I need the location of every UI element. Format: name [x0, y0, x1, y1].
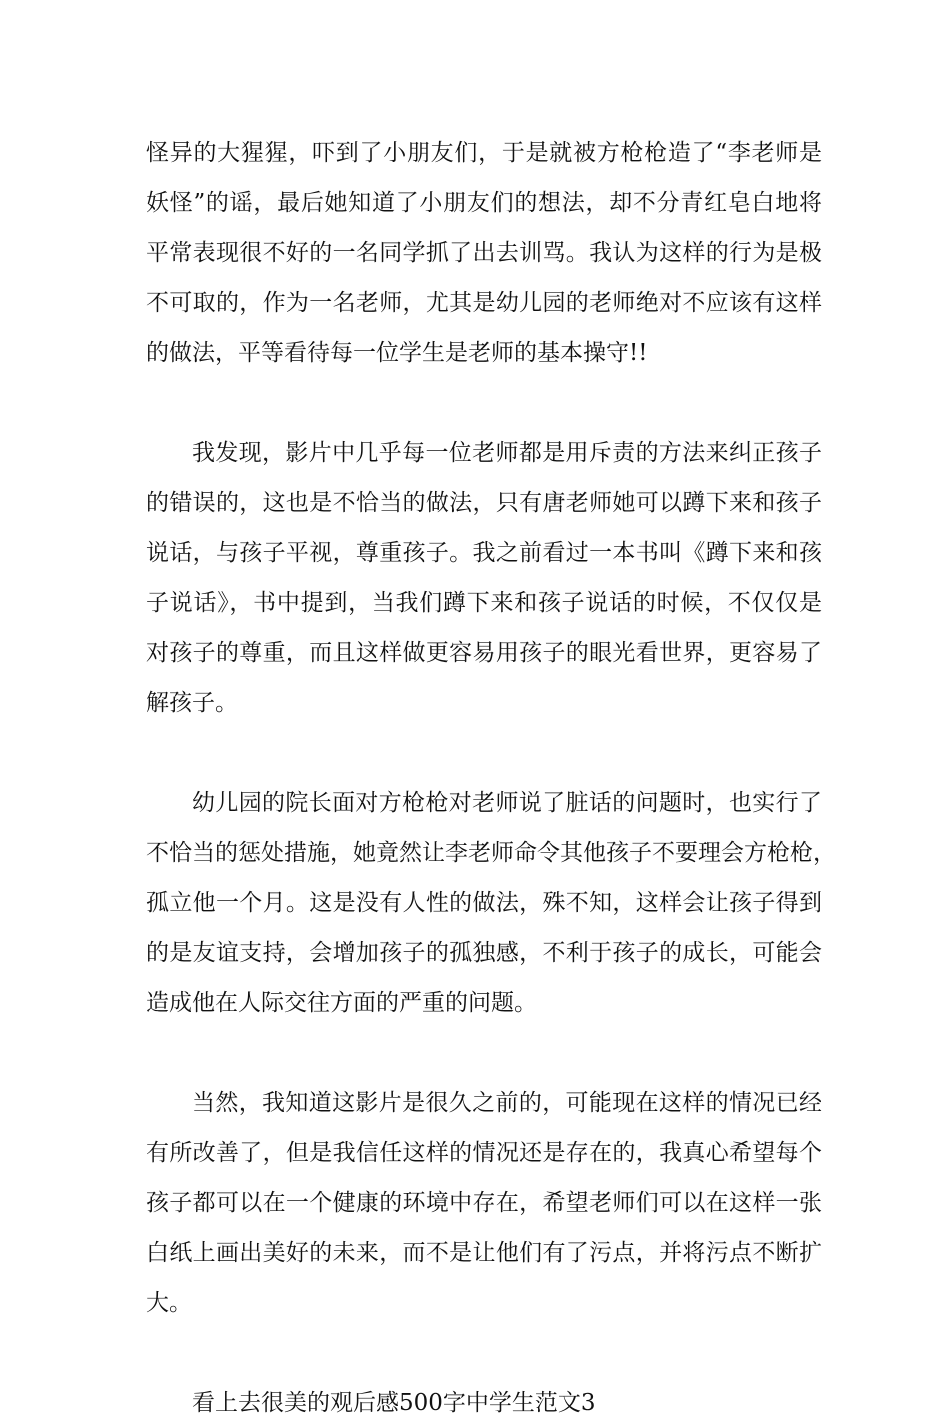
- paragraph-3-line-3: 孤立他一个月。这是没有人性的做法，殊不知，这样会让孩子得到: [146, 890, 822, 916]
- paragraph-2-line-5: 对孩子的尊重，而且这样做更容易用孩子的眼光看世界，更容易了: [146, 640, 822, 666]
- article-body: [146, 128, 836, 1428]
- paragraph-4-line-1: 当然，我知道这影片是很久之前的，可能现在这样的情况已经: [192, 1090, 822, 1116]
- paragraph-2-line-4: 子说话》，书中提到，当我们蹲下来和孩子说话的时候，不仅仅是: [146, 590, 822, 616]
- paragraph-3-line-2: 不恰当的惩处措施，她竟然让李老师命令其他孩子不要理会方枪枪，: [146, 840, 836, 866]
- paragraph-4-line-2: 有所改善了，但是我信任这样的情况还是存在的，我真心希望每个: [146, 1140, 822, 1166]
- paragraph-2-line-2: 的错误的，这也是不恰当的做法，只有唐老师她可以蹲下来和孩子: [146, 490, 822, 516]
- paragraph-1-line-3: 平常表现很不好的一名同学抓了出去训骂。我认为这样的行为是极: [146, 240, 822, 266]
- paragraph-spacer: [146, 728, 822, 778]
- paragraph-3-line-4: 的是友谊支持，会增加孩子的孤独感，不利于孩子的成长，可能会: [146, 940, 822, 966]
- paragraph-2-line-6: 解孩子。: [146, 690, 238, 716]
- paragraph-1-line-4: 不可取的，作为一名老师，尤其是幼儿园的老师绝对不应该有这样: [146, 290, 822, 316]
- paragraph-1-line-5: 的做法，平等看待每一位学生是老师的基本操守!!: [146, 340, 648, 366]
- paragraph-1-line-1: 怪异的大猩猩，吓到了小朋友们，于是就被方枪枪造了“李老师是: [146, 140, 822, 166]
- paragraph-1-line-2: 妖怪”的谣，最后她知道了小朋友们的想法，却不分青红皂白地将: [146, 190, 822, 216]
- paragraph-4-line-3: 孩子都可以在一个健康的环境中存在，希望老师们可以在这样一张: [146, 1190, 822, 1216]
- paragraph-spacer: [146, 378, 822, 428]
- paragraph-2-line-3: 说话，与孩子平视，尊重孩子。我之前看过一本书叫《蹲下来和孩: [146, 540, 822, 566]
- paragraph-spacer: [146, 1028, 822, 1078]
- paragraph-4-line-5: 大。: [146, 1290, 192, 1316]
- paragraph-2-line-1: 我发现，影片中几乎每一位老师都是用斥责的方法来纠正孩子: [192, 440, 822, 466]
- paragraph-4-line-4: 白纸上画出美好的未来，而不是让他们有了污点，并将污点不断扩: [146, 1240, 822, 1266]
- paragraph-3-line-1: 幼儿园的院长面对方枪枪对老师说了脏话的问题时，也实行了: [192, 790, 822, 816]
- section-heading: 看上去很美的观后感500字中学生范文3: [192, 1390, 596, 1416]
- paragraph-3-line-5: 造成他在人际交往方面的严重的问题。: [146, 990, 537, 1016]
- paragraph-spacer: [146, 1328, 822, 1378]
